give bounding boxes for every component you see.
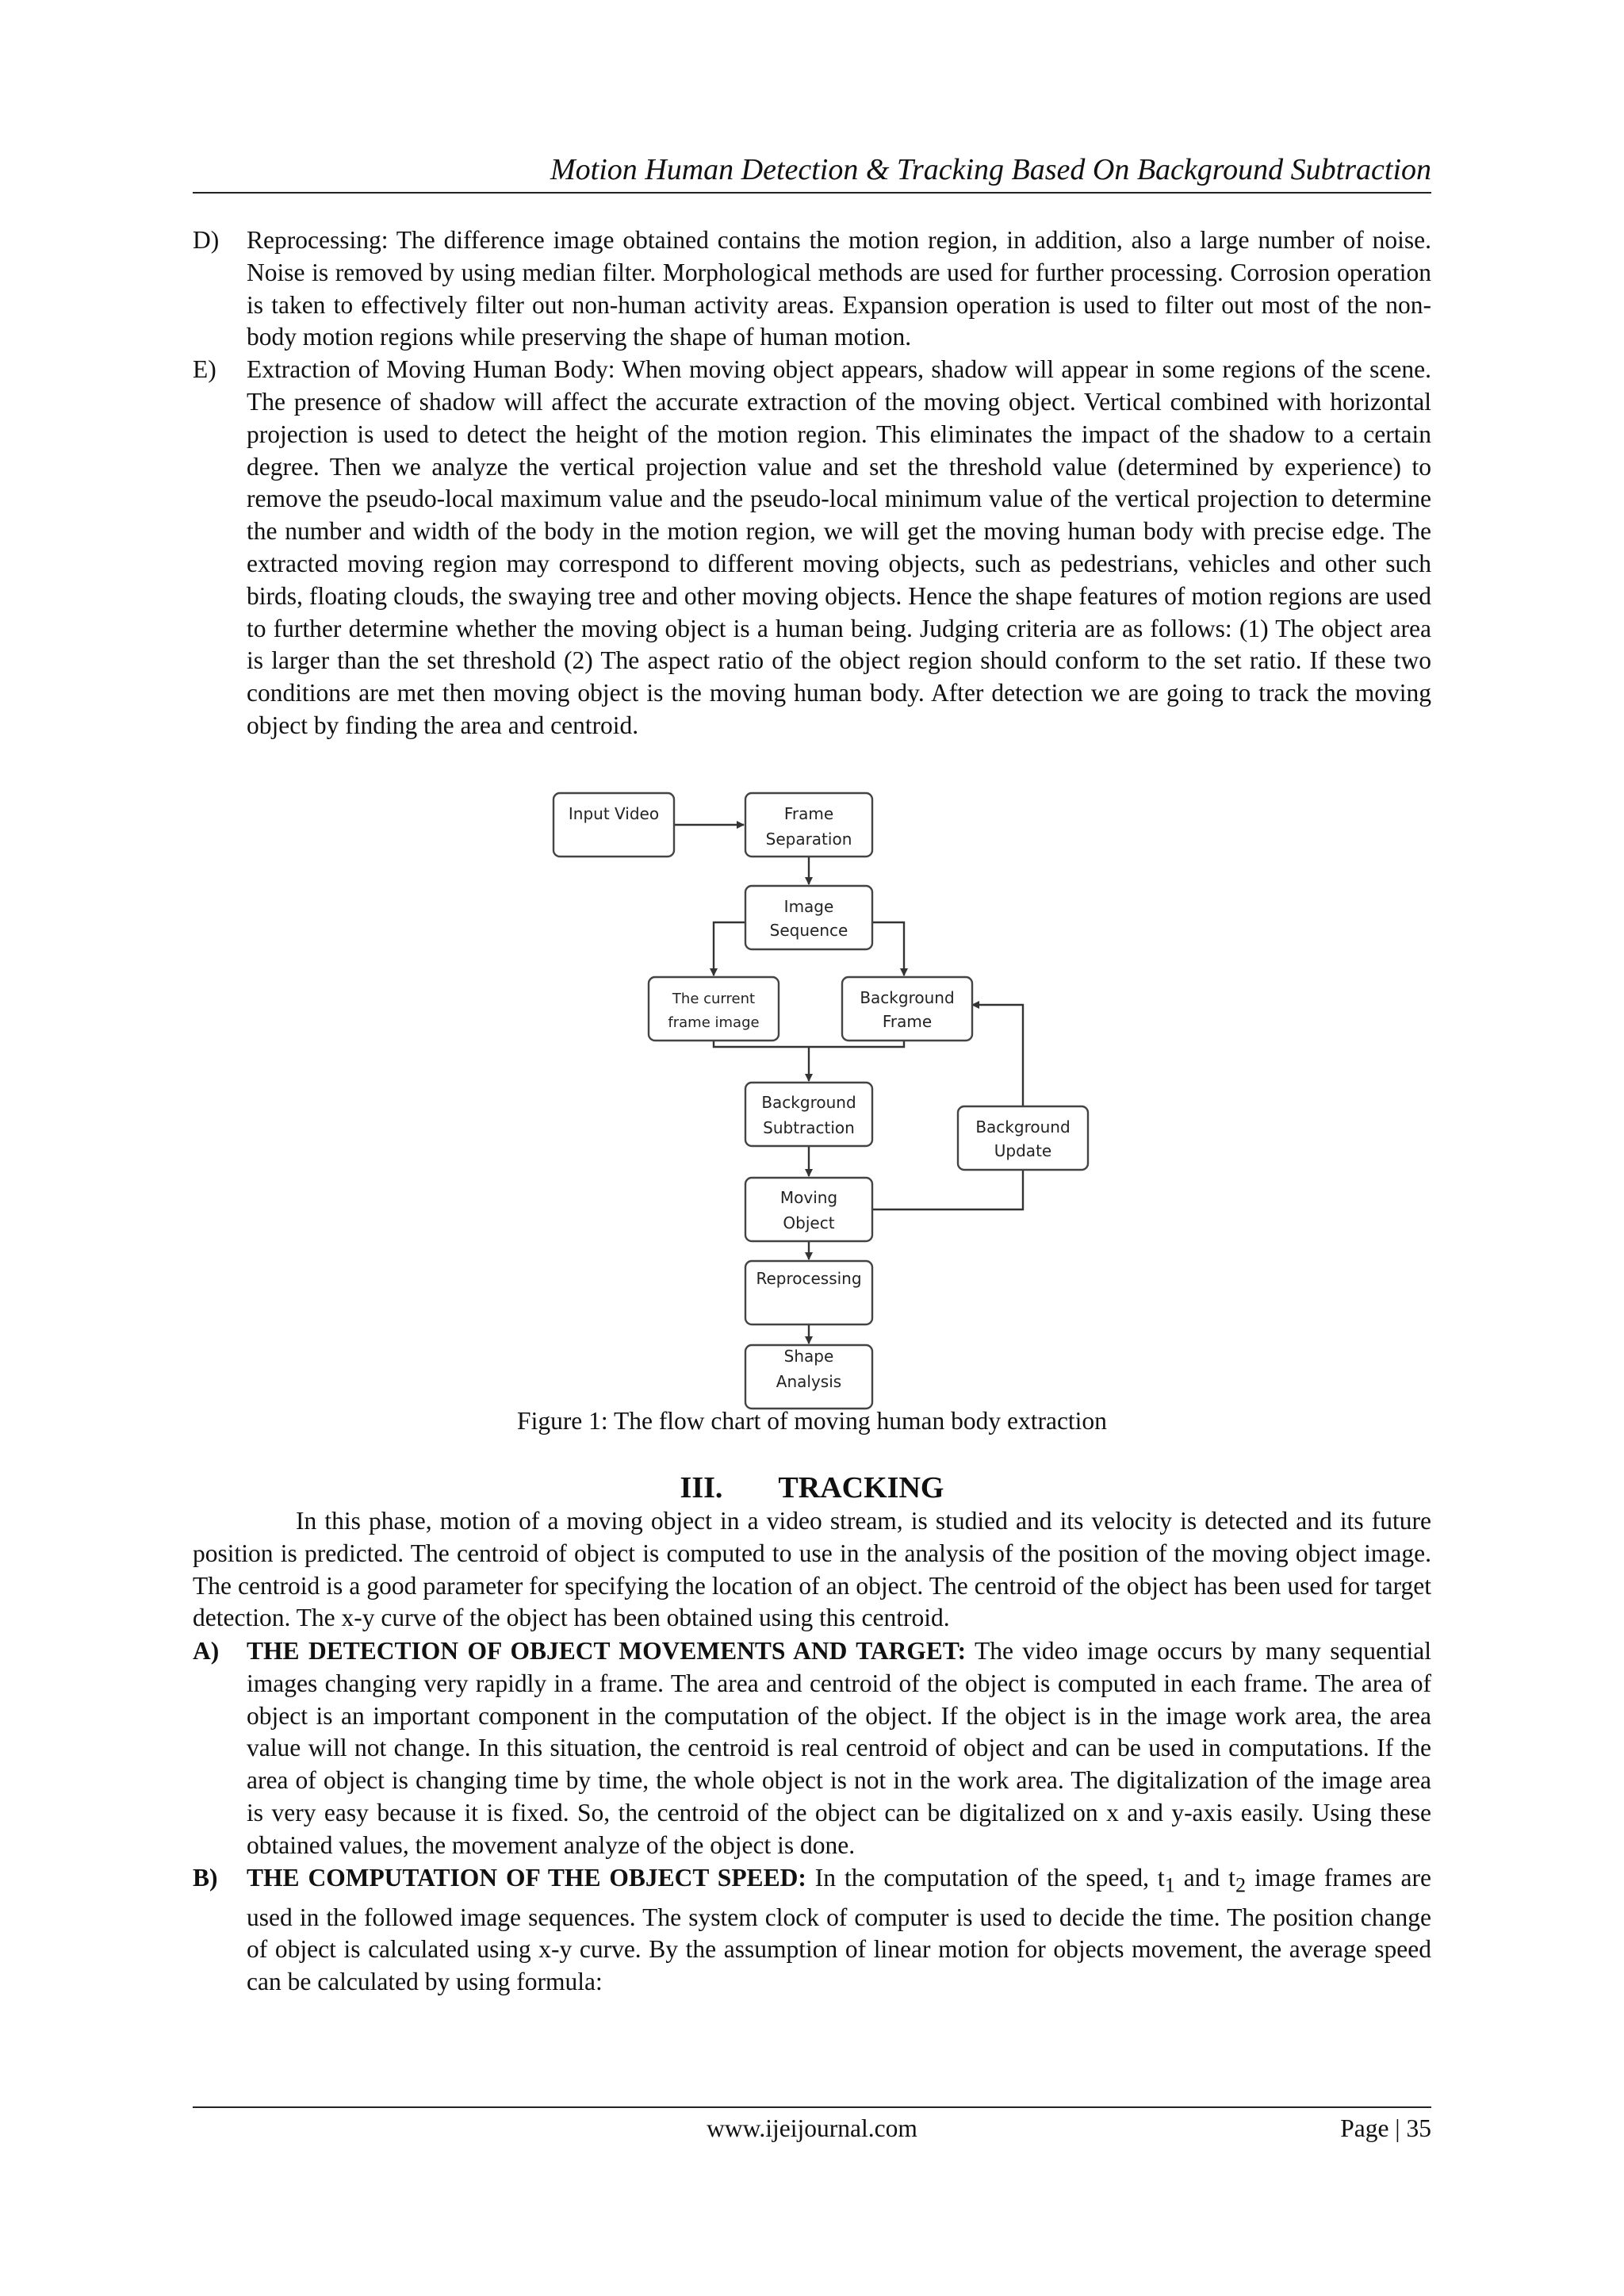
- background-frame-node: [842, 977, 972, 1041]
- input-video-node: [553, 793, 674, 857]
- arrow-sequence-to-current: [714, 922, 745, 976]
- node-box: [649, 977, 779, 1041]
- node-label: Input Video: [568, 804, 660, 823]
- list-marker: A): [193, 1637, 220, 1665]
- node-box: [958, 1106, 1088, 1170]
- node-label: frame image: [668, 1014, 760, 1031]
- section-number: III.: [680, 1471, 723, 1504]
- node-label: Update: [994, 1141, 1052, 1160]
- flowchart-figure: [547, 789, 1102, 1412]
- list-marker: B): [193, 1863, 218, 1892]
- node-label: Reprocessing: [756, 1269, 862, 1288]
- node-label: Image: [783, 897, 834, 916]
- tracking-paragraph: In this phase, motion of a moving object in a video stream, is studied and its velocity is detected and its future position is predicted. The centroid of object is computed to use in the analysis of the position of the moving object image. The centroid is a good parameter for specifying the location of an object. The centroid of the object has been used for target detection. The x-y curve of the object has been obtained using this centroid.: [193, 1507, 1431, 1632]
- list-item-d: [193, 224, 1431, 354]
- list-item-text: and t: [1174, 1863, 1235, 1892]
- node-label: Shape: [783, 1347, 834, 1366]
- node-label: Sequence: [769, 921, 848, 940]
- frame-separation-node: [745, 793, 872, 857]
- node-label: Background: [761, 1093, 856, 1112]
- section-heading: [193, 1469, 1431, 1507]
- header-rule: [193, 192, 1431, 194]
- footer-rule: [193, 2106, 1431, 2108]
- node-box: [842, 977, 972, 1041]
- node-label: Analysis: [776, 1372, 842, 1391]
- subscript-1: 1: [1164, 1872, 1175, 1896]
- section-title: TRACKING: [778, 1471, 944, 1504]
- node-label: Frame: [783, 804, 834, 823]
- list-item-text: The video image occurs by many sequential images changing very rapidly in a frame. The area and centroid of the object is computed in each frame. The area of object is an important component in the computation of the object. If the object is in the image work area, the area value will not change. In this situation, the centroid is real centroid of object and can be used in computations. If the area of object is changing time by time, the whole object is not in the work area. The digitalization of the image area is very easy because it is fixed. So, the centroid of the object can be digitalized on x and y-axis easily. Using these obtained values, the movement analyze of the object is done.: [247, 1637, 1431, 1859]
- shape-analysis-node: [745, 1345, 872, 1409]
- list-item-text: image frames are used in the followed image sequences. The system clock of computer is used to decide the time. The position change of object is calculated using x-y curve. By the assumption of linear motion for objects movement, the average speed can be calculated by using formula:: [247, 1863, 1432, 1996]
- node-label: Object: [783, 1213, 835, 1232]
- node-label: Background: [860, 988, 955, 1007]
- node-box: [745, 886, 872, 949]
- list-item-text: Reprocessing: The difference image obtained contains the motion region, in addition, also a large number of noise. Noise is removed by using median filter. Morphological methods are used for further processing. Corrosion operation is taken to effectively filter out non-human activity areas. Expansion operation is used to filter out most of the non-body motion regions while preserving the shape of human motion.: [247, 226, 1431, 351]
- subscript-2: 2: [1235, 1872, 1247, 1896]
- current-frame-node: [649, 977, 779, 1041]
- background-update-node: [958, 1106, 1088, 1170]
- tracking-list: [193, 1635, 1431, 1999]
- list-item-b: [193, 1862, 1431, 1999]
- list-item-text: In the computation of the speed, t: [806, 1863, 1165, 1892]
- node-label: Moving: [779, 1188, 838, 1207]
- list-marker: E): [193, 355, 216, 384]
- node-box: [553, 793, 674, 857]
- running-header: Motion Human Detection & Tracking Based On Background Subtraction: [550, 153, 1431, 186]
- list-item-text: Extraction of Moving Human Body: When moving object appears, shadow will appear in some regions of the scene. The presence of shadow will affect the accurate extraction of the moving object. Vertical combined with horizontal projection is used to detect the height of the motion region. This eliminates the impact of the shadow to a certain degree. Then we analyze the vertical projection value and set the threshold value (determined by experience) to remove the pseudo-local maximum value and the pseudo-local minimum value of the vertical projection to determine the number and width of the body in the motion region, we will get the moving human body with precise edge. The extracted moving region may correspond to different moving objects, such as pedestrians, vehicles and other such birds, floating clouds, the swaying tree and other moving objects. Hence the shape features of motion regions are used to further determine whether the moving object is a human being. Judging criteria are as follows: (1) The object area is larger than the set threshold (2) The aspect ratio of the object region should conform to the set ratio. If these two conditions are met then moving object is the moving human body. After detection we are going to track the moving object by finding the area and centroid.: [247, 355, 1431, 739]
- arrow-update-to-background: [972, 1005, 1023, 1106]
- figure-caption: Figure 1: The flow chart of moving human body extraction: [517, 1407, 1107, 1435]
- node-label: Separation: [765, 830, 852, 849]
- node-label: The current: [672, 991, 756, 1007]
- footer-website: www.ijeijournal.com: [707, 2114, 917, 2142]
- image-sequence-node: [745, 886, 872, 949]
- footer-page-number: Page | 35: [1340, 2114, 1431, 2142]
- node-label: Frame: [882, 1012, 933, 1031]
- list-marker: D): [193, 226, 220, 254]
- list-item-a: [193, 1635, 1431, 1862]
- list-item-bold: THE COMPUTATION OF THE OBJECT SPEED:: [247, 1863, 806, 1892]
- background-subtraction-node: [745, 1083, 872, 1146]
- arrow-sequence-to-background: [872, 922, 904, 976]
- moving-object-node: [745, 1178, 872, 1241]
- reprocessing-node: [745, 1261, 872, 1324]
- list-item-bold: THE DETECTION OF OBJECT MOVEMENTS AND TARGET:: [247, 1637, 967, 1665]
- node-label: Background: [975, 1117, 1071, 1137]
- list-item-e: [193, 354, 1431, 742]
- reprocessing-list: [193, 224, 1431, 742]
- node-label: Subtraction: [763, 1118, 855, 1137]
